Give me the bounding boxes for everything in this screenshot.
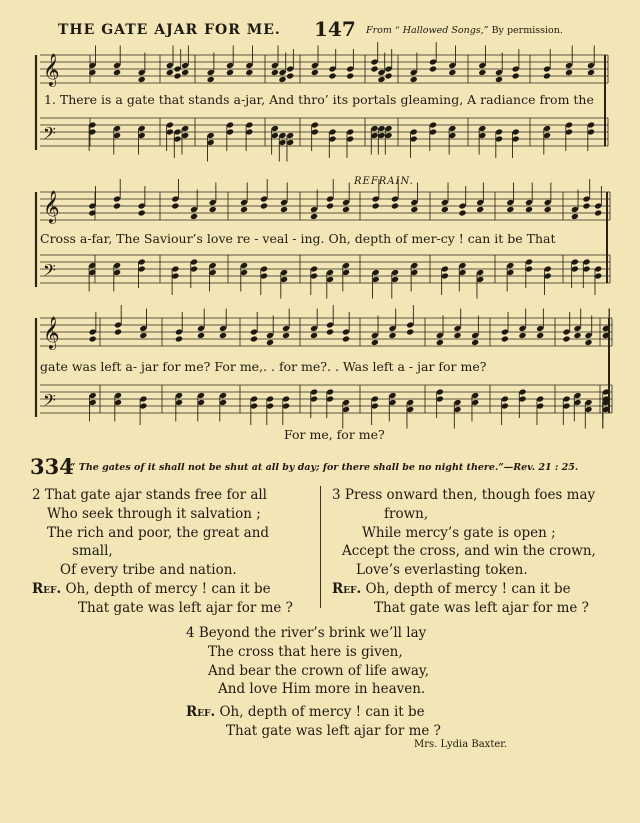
hymn-number: 334 (30, 454, 74, 479)
note-head (565, 69, 573, 76)
note-head (346, 72, 354, 79)
refrain-label: Ref. (32, 580, 62, 597)
note-head (278, 76, 286, 83)
note-head (280, 206, 288, 213)
note-head (271, 69, 279, 76)
scripture-line (30, 454, 630, 480)
verse-line: 3 Press onward then, though foes may (332, 487, 596, 503)
credit-permission: By permission. (491, 25, 563, 36)
note-head (543, 72, 551, 79)
refrain-label: Ref. (186, 704, 216, 721)
note-head (370, 65, 378, 72)
note-head (88, 69, 96, 76)
refrain-marker: REFRAIN. (354, 176, 414, 187)
note-head (377, 76, 385, 83)
verse-line: Who seek through it salvation ; (47, 505, 261, 522)
note-head (571, 213, 579, 220)
note-head (512, 72, 520, 79)
scripture-quote: “ The gates of it shall not be shut at all by day; for there shall be no night there.”—Rev. 21 : 25. (70, 462, 579, 473)
note-head (448, 69, 456, 76)
treble-clef: 𝄞 (43, 190, 60, 223)
bass-clef: 𝄢 (43, 390, 56, 414)
note-head (326, 202, 334, 209)
verse-line: That gate was left ajar for me ? (78, 599, 293, 616)
credit-from: From “ Hallowed Songs,” (366, 25, 489, 36)
verse-line: That gate was left ajar for me ? (226, 722, 441, 739)
note-head (536, 332, 544, 339)
note-head (311, 69, 319, 76)
note-head (171, 202, 179, 209)
note-head (587, 69, 595, 76)
verse-line: Accept the cross, and win the crown, (342, 543, 596, 560)
note-head (584, 339, 592, 346)
note-head (562, 335, 570, 342)
note-head (478, 69, 486, 76)
note-head (476, 206, 484, 213)
note-head (342, 206, 350, 213)
note-head (471, 339, 479, 346)
note-head (138, 209, 146, 216)
note-head (286, 72, 294, 79)
note-head (266, 339, 274, 346)
note-head (544, 206, 552, 213)
verse-line: frown, (384, 505, 429, 522)
bass-clef: 𝄢 (43, 123, 56, 147)
note-head (282, 332, 290, 339)
verse-4 (186, 624, 441, 741)
verse-line: 2 That gate ajar stands free for all (32, 487, 267, 503)
hymn-title: THE GATE AJAR FOR ME. (58, 22, 281, 38)
lyrics-line-1: 1. There is a gate that stands a-jar, And thro’ its portals gleaming, A radiance from the (44, 92, 594, 107)
bass-lyrics: For me, for me? (284, 427, 385, 442)
verse-line: small, (72, 543, 113, 560)
note-head (310, 332, 318, 339)
note-head (518, 332, 526, 339)
verse-line: That gate was left ajar for me ? (374, 599, 589, 616)
note-head (166, 69, 174, 76)
note-head (260, 202, 268, 209)
note-head (328, 72, 336, 79)
note-head (371, 339, 379, 346)
note-head (197, 332, 205, 339)
lyrics-line-3: gate was left a- jar for me? For me,. . for me?. . Was left a - jar for me? (40, 359, 487, 374)
bass-clef: 𝄢 (43, 260, 56, 284)
treble-clef: 𝄞 (43, 53, 60, 86)
note-head (573, 332, 581, 339)
note-head (582, 202, 590, 209)
verse-line: Oh, depth of mercy ! can it be (365, 580, 571, 597)
note-head (245, 69, 253, 76)
note-head (458, 209, 466, 216)
note-head (240, 206, 248, 213)
note-head (391, 202, 399, 209)
verse-line: Of every tribe and nation. (60, 562, 237, 579)
note-head (594, 209, 602, 216)
verse-line: And bear the crown of life away, (208, 662, 429, 679)
note-head (453, 332, 461, 339)
note-head (441, 206, 449, 213)
refrain-label: Ref. (332, 580, 362, 597)
note-head (436, 339, 444, 346)
note-head (406, 328, 414, 335)
note-head (173, 72, 181, 79)
note-head (181, 69, 189, 76)
note-head (326, 328, 334, 335)
note-head (342, 335, 350, 342)
note-head (114, 328, 122, 335)
verse-line: Love’s everlasting token. (356, 562, 528, 579)
treble-clef: 𝄞 (43, 316, 60, 349)
note-head (219, 332, 227, 339)
verse-3 (332, 486, 596, 618)
verse-line: The rich and poor, the great and (47, 524, 270, 541)
note-head (384, 72, 392, 79)
author-credit: Mrs. Lydia Baxter. (414, 739, 508, 750)
tune-number: 147 (314, 17, 356, 41)
note-head (506, 206, 514, 213)
note-head (310, 213, 318, 220)
note-head (429, 65, 437, 72)
column-divider (320, 486, 321, 608)
note-head (175, 335, 183, 342)
verse-line: Oh, depth of mercy ! can it be (65, 580, 271, 597)
note-head (501, 335, 509, 342)
verse-line: The cross that here is given, (208, 643, 403, 660)
note-head (207, 76, 215, 83)
note-head (113, 202, 121, 209)
note-head (495, 76, 503, 83)
note-head (410, 76, 418, 83)
verse-line: While mercy’s gate is open ; (362, 524, 556, 541)
verse-2 (32, 486, 293, 618)
verse-line: And love Him more in heaven. (218, 681, 426, 698)
note-head (388, 332, 396, 339)
note-head (410, 206, 418, 213)
note-head (138, 76, 146, 83)
note-head (209, 206, 217, 213)
lyrics-line-2: Cross a-far, The Saviour’s love re - veal - ing. Oh, depth of mer-cy ! can it be That (40, 231, 556, 246)
note-head (372, 202, 380, 209)
note-head (113, 69, 121, 76)
note-head (226, 69, 234, 76)
note-head (89, 335, 97, 342)
note-head (525, 206, 533, 213)
note-head (139, 332, 147, 339)
note-head (190, 213, 198, 220)
note-head (250, 335, 258, 342)
verse-line: Oh, depth of mercy ! can it be (219, 704, 425, 721)
verse-line: 4 Beyond the river’s brink we’ll lay (186, 625, 427, 641)
